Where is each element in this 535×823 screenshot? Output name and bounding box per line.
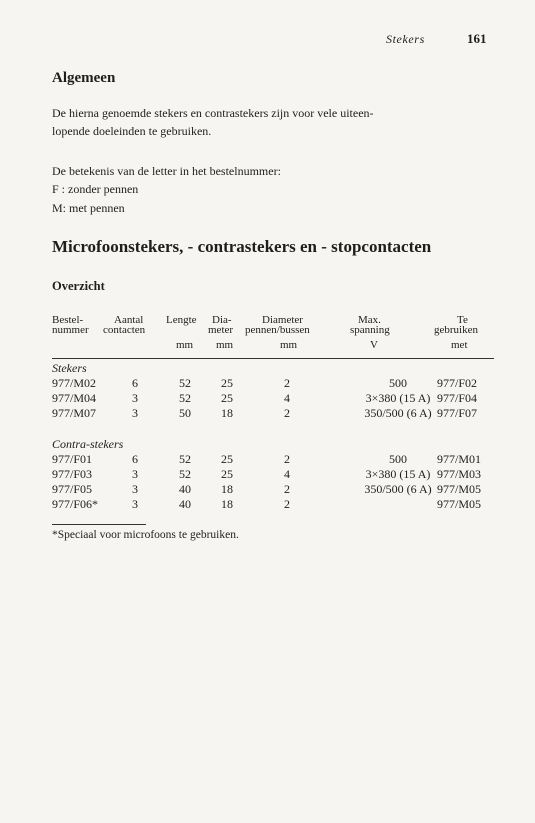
section-title: Microfoonstekers, - contrastekers en - stopcontacten [52,237,432,256]
header-diameter-1: Diameter [262,314,303,326]
header-spanning-1: Max. [358,314,381,326]
cell-length: 52 [179,376,191,390]
cell-pin-diameter: 4 [284,391,290,405]
cell-pin-diameter: 2 [284,452,290,466]
cell-max-voltage: 350/500 (6 A) [364,482,432,496]
meaning-intro: De betekenis van de letter in het bestelnummer: [52,164,281,178]
cell-use-with: 977/M03 [437,467,482,481]
header-dia-1: Dia- [212,314,232,326]
cell-diameter: 25 [221,391,233,405]
footnote: *Speciaal voor microfoons te gebruiken. [52,529,239,541]
header-diameter-3: mm [280,339,298,351]
cell-order-number: 977/M02 [52,376,97,390]
section-subtitle: Overzicht [52,279,105,293]
cell-order-number: 977/M07 [52,406,97,420]
cell-order-number: 977/F05 [52,482,93,496]
cell-length: 50 [179,406,191,420]
header-gebruiken-1: Te [457,314,468,326]
cell-diameter: 18 [221,406,233,420]
cell-use-with: 977/F02 [437,376,478,390]
cell-contact-count: 3 [132,467,138,481]
paragraph-line-1: De hierna genoemde stekers en contrastekers zijn voor vele uiteen- [52,106,374,120]
cell-contact-count: 3 [132,391,138,405]
cell-max-voltage: 3×380 (15 A) [365,467,431,481]
header-dia-2: meter [208,324,234,336]
cell-pin-diameter: 2 [284,406,290,420]
header-diameter-2: pennen/bussen [245,324,310,336]
cell-length: 40 [179,482,191,496]
cell-contact-count: 6 [132,452,138,466]
header-aantal-1: Aantal [114,314,144,326]
footnote-rule [52,524,146,525]
page-number: 161 [467,31,487,46]
meaning-f: F : zonder pennen [52,182,139,196]
cell-use-with: 977/F04 [437,391,478,405]
cell-pin-diameter: 2 [284,376,290,390]
section-heading-general: Algemeen [52,70,116,86]
header-spanning-2: spanning [350,324,390,336]
cell-contact-count: 3 [132,406,138,420]
header-bestel-2: nummer [52,324,89,336]
group-label: Contra-stekers [52,437,124,451]
cell-diameter: 25 [221,376,233,390]
cell-order-number: 977/M04 [52,391,97,405]
header-gebruiken-2: gebruiken [434,324,478,336]
header-bestel-1: Bestel- [52,314,84,326]
cell-diameter: 18 [221,482,233,496]
cell-max-voltage: 500 [389,376,407,390]
cell-use-with: 977/M05 [437,482,482,496]
cell-pin-diameter: 2 [284,482,290,496]
cell-max-voltage: 350/500 (6 A) [364,406,432,420]
cell-order-number: 977/F03 [52,467,93,481]
cell-order-number: 977/F01 [52,452,93,466]
cell-contact-count: 3 [132,482,138,496]
header-gebruiken-3: met [451,339,468,351]
paragraph-line-2: lopende doeleinden te gebruiken. [52,124,212,138]
cell-diameter: 25 [221,452,233,466]
cell-diameter: 18 [221,497,233,511]
cell-length: 52 [179,452,191,466]
cell-pin-diameter: 4 [284,467,290,481]
cell-use-with: 977/M05 [437,497,482,511]
table-header-rule [52,358,494,359]
group-label: Stekers [52,361,87,375]
header-dia-3: mm [216,339,234,351]
cell-use-with: 977/M01 [437,452,482,466]
header-aantal-2: contacten [103,324,146,336]
cell-order-number: 977/F06* [52,497,99,511]
cell-contact-count: 3 [132,497,138,511]
cell-contact-count: 6 [132,376,138,390]
cell-use-with: 977/F07 [437,406,478,420]
header-spanning-3: V [370,339,378,351]
cell-length: 40 [179,497,191,511]
cell-max-voltage: 500 [389,452,407,466]
header-lengte-1: Lengte [166,314,197,326]
cell-length: 52 [179,467,191,481]
cell-diameter: 25 [221,467,233,481]
meaning-m: M: met pennen [52,201,125,215]
cell-pin-diameter: 2 [284,497,290,511]
header-lengte-2: mm [176,339,194,351]
cell-max-voltage: 3×380 (15 A) [365,391,431,405]
cell-length: 52 [179,391,191,405]
running-header-title: Stekers [386,32,425,46]
